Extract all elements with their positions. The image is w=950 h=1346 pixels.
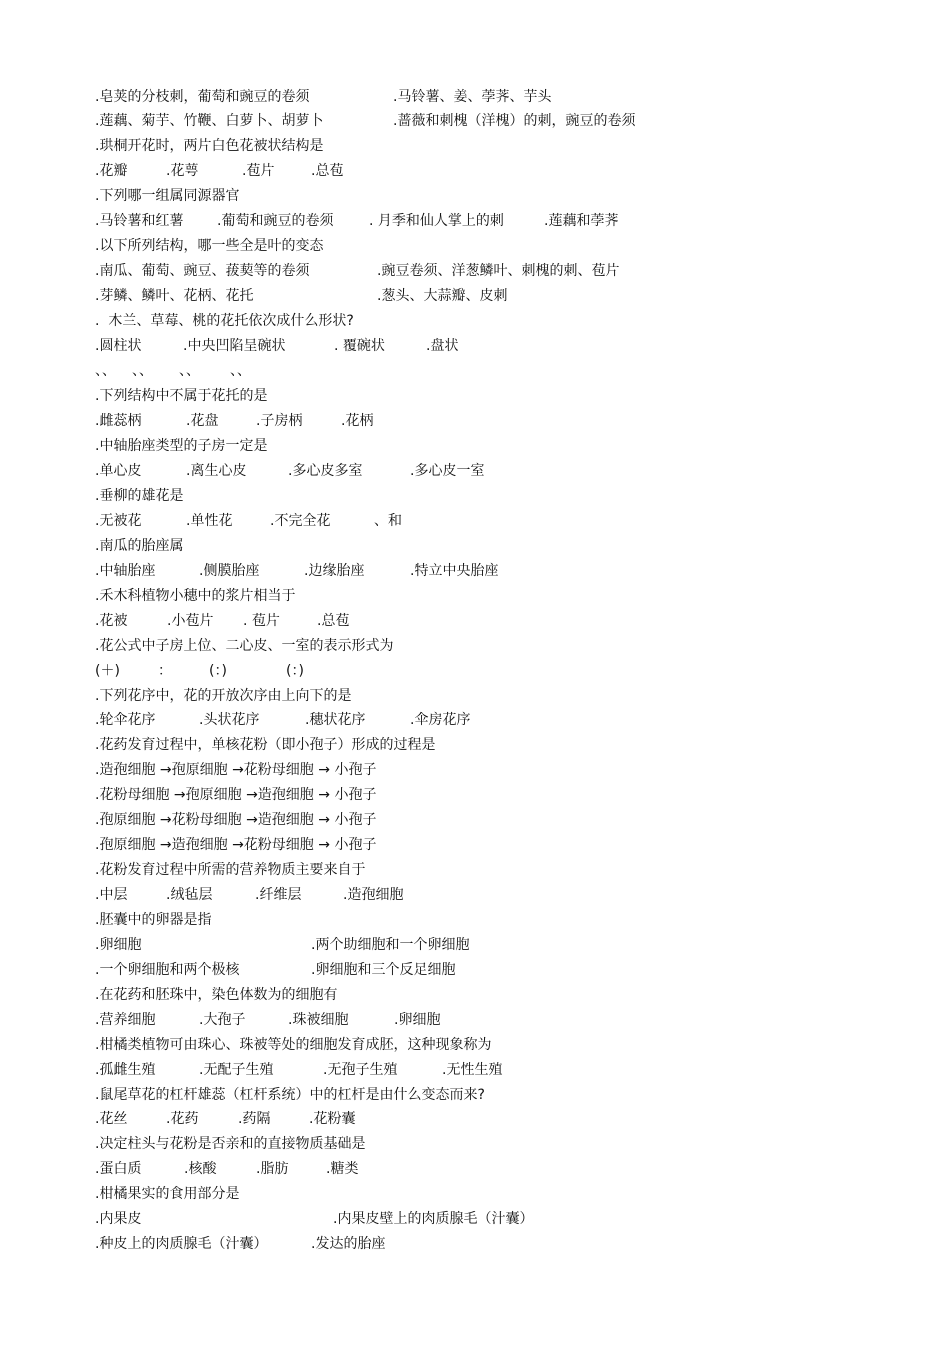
question-line-text: .一个卵细胞和两个极核 [95,962,240,978]
question-line-text: .单心皮 [95,463,142,479]
question-line-text: .鼠尾草花的杠杆雄蕊（杠杆系统）中的杠杆是由什么变态而来? [95,1087,485,1103]
option-text: .多心皮多室 [288,463,363,479]
question-line-text: (＋) [95,663,120,679]
question-line-text: .无被花 [95,513,142,529]
question-line-text: .孤雌生殖 [95,1062,156,1078]
question-line-text: .花粉母细胞 →孢原细胞 →造孢细胞 → 小孢子 [95,787,377,803]
question-line-text: .禾木科植物小穗中的浆片相当于 [95,588,296,604]
question-line-text: .卵细胞 [95,937,142,953]
question-line-text: .花药发育过程中，单核花粉（即小孢子）形成的过程是 [95,737,436,753]
question-line-text: .营养细胞 [95,1012,156,1028]
option-text: .特立中央胎座 [410,563,499,579]
question-line-text: .花公式中子房上位、二心皮、一室的表示形式为 [95,638,394,654]
option-text: 、、 [230,363,251,379]
question-line-text: .种皮上的肉质腺毛（汁囊） [95,1236,268,1252]
question-line-text: .马铃薯和红薯 [95,213,184,229]
question-line-text: .轮伞花序 [95,712,156,728]
option-text: .发达的胎座 [311,1236,386,1252]
option-text: .不完全花 [270,513,331,529]
option-text: .伞房花序 [410,712,471,728]
question-line-text: .下列哪一组属同源器官 [95,188,240,204]
question-line-text: .中轴胎座 [95,563,156,579]
option-text: .两个助细胞和一个卵细胞 [311,937,470,953]
option-text: .穗状花序 [305,712,366,728]
option-text: (：) [209,663,227,679]
option-text: .侧膜胎座 [199,563,260,579]
option-text: . 月季和仙人掌上的刺 [369,213,504,229]
option-text: . 苞片 [243,613,280,629]
question-line-text: .决定柱头与花粉是否亲和的直接物质基础是 [95,1136,366,1152]
question-line-text: .南瓜、葡萄、豌豆、菝葜等的卷须 [95,263,310,279]
option-text: .花柄 [341,413,374,429]
option-text: .无配子生殖 [199,1062,274,1078]
question-line-text: .南瓜的胎座属 [95,538,184,554]
option-text: .总苞 [311,163,344,179]
question-line-text: .雌蕊柄 [95,413,142,429]
option-text: (：) [286,663,304,679]
option-text: .无孢子生殖 [323,1062,398,1078]
option-text: .多心皮一室 [410,463,485,479]
question-line-text: .造孢细胞 →孢原细胞 →花粉母细胞 → 小孢子 [95,762,377,778]
option-text: .葡萄和豌豆的卷须 [217,213,334,229]
question-line-text: .以下所列结构，哪一些全是叶的变态 [95,238,324,254]
option-text: 、、 [179,363,200,379]
question-line-text: .花粉发育过程中所需的营养物质主要来自于 [95,862,366,878]
option-text: .总苞 [317,613,350,629]
question-line-text: .圆柱状 [95,338,142,354]
option-text: .花萼 [166,163,199,179]
option-text: .纤维层 [255,887,302,903]
question-line-text: .珙桐开花时，两片白色花被状结构是 [95,138,324,154]
option-text: .葱头、大蒜瓣、皮刺 [377,288,508,304]
option-text: .苞片 [242,163,275,179]
question-line-text: .内果皮 [95,1211,142,1227]
question-line-text: .莲藕、菊芋、竹鞭、白萝卜、胡萝卜 [95,113,324,129]
option-text: .蔷薇和刺槐（洋槐）的刺，豌豆的卷须 [393,113,636,129]
question-line-text: .柑橘果实的食用部分是 [95,1186,240,1202]
question-line-text: .中层 [95,887,128,903]
option-text: .脂肪 [256,1161,289,1177]
question-line-text: .孢原细胞 →花粉母细胞 →造孢细胞 → 小孢子 [95,812,377,828]
option-text: .糖类 [326,1161,359,1177]
option-text: .中央凹陷呈碗状 [183,338,286,354]
question-line-text: .胚囊中的卵器是指 [95,912,212,928]
option-text: .离生心皮 [186,463,247,479]
option-text: .卵细胞和三个反足细胞 [311,962,456,978]
question-line-text: .中轴胎座类型的子房一定是 [95,438,268,454]
option-text: .卵细胞 [394,1012,441,1028]
option-text: .边缘胎座 [304,563,365,579]
option-text: 、和 [374,513,402,529]
question-line-text: .花丝 [95,1111,128,1127]
option-text: .内果皮壁上的肉质腺毛（汁囊） [333,1211,534,1227]
option-text: .花粉囊 [309,1111,356,1127]
option-text: .造孢细胞 [343,887,404,903]
option-text: .小苞片 [167,613,214,629]
option-text: . 覆碗状 [334,338,385,354]
question-line-text: .柑橘类植物可由珠心、珠被等处的细胞发育成胚，这种现象称为 [95,1037,492,1053]
option-text: .莲藕和荸荠 [544,213,619,229]
question-line-text: .孢原细胞 →造孢细胞 →花粉母细胞 → 小孢子 [95,837,377,853]
question-line-text: . 木兰、草莓、桃的花托依次成什么形状? [95,313,354,329]
question-line-text: .在花药和胚珠中，染色体数为的细胞有 [95,987,338,1003]
option-text: .头状花序 [199,712,260,728]
option-text: .无性生殖 [442,1062,503,1078]
question-line-text: .下列花序中，花的开放次序由上向下的是 [95,688,352,704]
question-line-text: 、、 [95,363,116,379]
option-text: .珠被细胞 [288,1012,349,1028]
option-text: .花药 [166,1111,199,1127]
option-text: .药隔 [238,1111,271,1127]
question-line-text: .花被 [95,613,128,629]
question-line-text: .蛋白质 [95,1161,142,1177]
option-text: ： [158,663,172,679]
option-text: .马铃薯、姜、荸荠、芋头 [393,89,552,105]
question-line-text: .皂荚的分枝刺，葡萄和豌豆的卷须 [95,89,310,105]
option-text: .花盘 [186,413,219,429]
question-line-text: .芽鳞、鳞叶、花柄、花托 [95,288,254,304]
option-text: .子房柄 [256,413,303,429]
option-text: .核酸 [184,1161,217,1177]
question-line-text: .下列结构中不属于花托的是 [95,388,268,404]
option-text: .大孢子 [199,1012,246,1028]
option-text: .盘状 [426,338,459,354]
question-line-text: .花瓣 [95,163,128,179]
option-text: .豌豆卷须、洋葱鳞叶、刺槐的刺、苞片 [377,263,620,279]
question-line-text: .垂柳的雄花是 [95,488,184,504]
option-text: .单性花 [186,513,233,529]
option-text: 、、 [132,363,153,379]
option-text: .绒毡层 [166,887,213,903]
